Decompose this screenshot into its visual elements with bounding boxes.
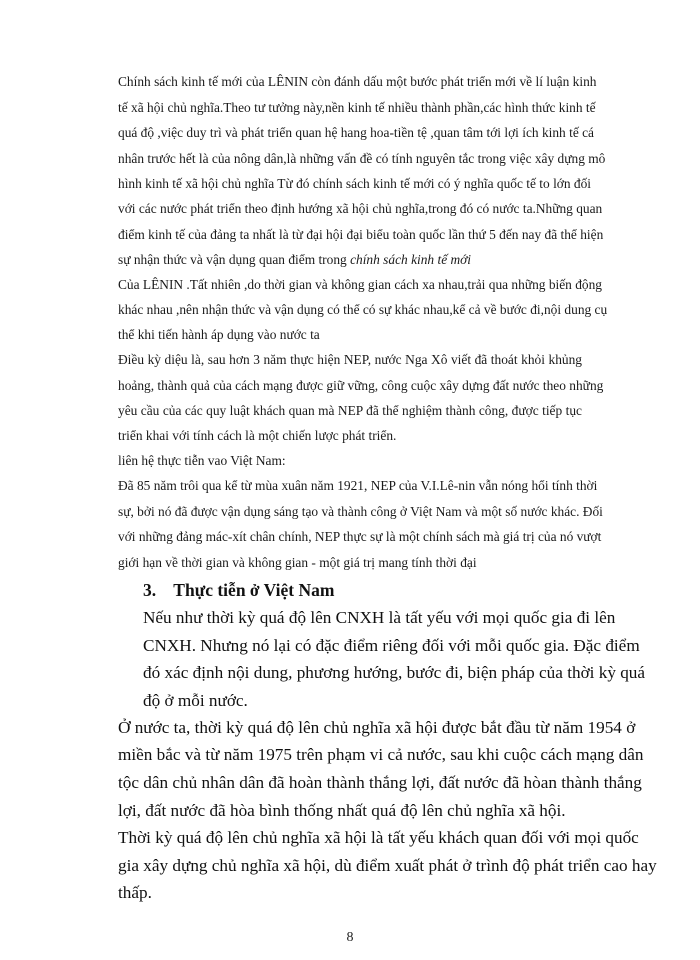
section-heading: 3. Thực tiễn ở Việt Nam xyxy=(143,580,335,600)
paragraph-line: khác nhau ,nên nhận thức và vận dụng có thể có sự khác nhau,kể cả về bước đi,nội dung cụ xyxy=(118,302,608,317)
paragraph-line: tế xã hội chủ nghĩa.Theo tư tưởng này,nền kinh tế nhiều thành phần,các hình thức kinh tế xyxy=(118,100,596,115)
paragraph-line: Nếu như thời kỳ quá độ lên CNXH là tất yếu với mọi quốc gia đi lên xyxy=(143,608,616,627)
paragraph-line: hoảng, thành quả của cách mạng được giữ vững, công cuộc xây dựng đất nước theo những xyxy=(118,378,604,393)
page-number: 8 xyxy=(346,930,354,945)
paragraph-line: gia xây dựng chủ nghĩa xã hội, dù điểm xuất phát ở trình độ phát triển cao hay xyxy=(118,856,657,875)
paragraph-line: liên hệ thực tiễn vao Việt Nam: xyxy=(118,453,286,468)
paragraph-line: Điều kỳ diệu là, sau hơn 3 năm thực hiện NEP, nước Nga Xô viết đã thoát khỏi khủng xyxy=(118,352,582,367)
paragraph-line: miền bắc và từ năm 1975 trên phạm vi cả nước, sau khi cuộc cách mạng dân xyxy=(118,745,644,764)
paragraph-line: triển khai với tính cách là một chiến lược phát triển. xyxy=(118,428,397,443)
paragraph-line: tộc dân chủ nhân dân đã hoàn thành thắng lợi, đất nước đã hòan thành thắng xyxy=(118,773,642,792)
paragraph-line: độ ở mỗi nước. xyxy=(143,691,248,710)
paragraph-line: Đã 85 năm trôi qua kể từ mùa xuân năm 1921, NEP của V.I.Lê-nin vẫn nóng hổi tính thời xyxy=(118,478,598,493)
paragraph-line: Chính sách kinh tế mới của LÊNIN còn đánh dấu một bước phát triển mới về lí luận kinh xyxy=(118,74,597,89)
paragraph-line: lợi, đất nước đã hòa bình thống nhất quá độ lên chủ nghĩa xã hội. xyxy=(118,801,566,820)
paragraph-line: điểm kinh tế của đảng ta nhất là từ đại hội đại biểu toàn quốc lần thứ 5 đến nay đã thể hiện xyxy=(118,227,604,242)
paragraph-line: hình kinh tế xã hội chủ nghĩa Từ đó chính sách kinh tế mới có ý nghĩa quốc tế to lớn đối xyxy=(118,176,592,191)
paragraph-text: sự nhận thức và vận dụng quan điểm trong xyxy=(118,252,351,267)
paragraph-line: đó xác định nội dung, phương hướng, bước đi, biện pháp của thời kỳ quá xyxy=(143,663,646,682)
paragraph-line: với các nước phát triển theo định hướng xã hội chủ nghĩa,trong đó có nước ta.Những quan xyxy=(118,201,603,216)
paragraph-line: quá độ ,việc duy trì và phát triển quan hệ hang hoa-tiền tệ ,quan tâm tới lợi ích kinh tế cá xyxy=(118,125,594,140)
paragraph-line: sự, bởi nó đã được vận dụng sáng tạo và thành công ở Việt Nam và một số nước khác. Đối xyxy=(118,504,603,519)
paragraph-line: giới hạn về thời gian và không gian - một giá trị mang tính thời đại xyxy=(118,555,477,570)
italic-phrase: chính sách kinh tế mới xyxy=(350,252,472,267)
paragraph-line xyxy=(118,252,471,268)
paragraph-line: nhân trước hết là của nông dân,là những vấn đề có tính nguyên tắc trong việc xây dựng mô xyxy=(118,151,606,166)
paragraph-line: CNXH. Nhưng nó lại có đặc điểm riêng đối với mỗi quốc gia. Đặc điểm xyxy=(143,636,640,655)
paragraph-line: với những đảng mác-xít chân chính, NEP thực sự là một chính sách mà giá trị của nó vượt xyxy=(118,529,602,544)
paragraph-line: yêu cầu của các quy luật khách quan mà NEP đã thể nghiệm thành công, được tiếp tục xyxy=(118,403,582,418)
paragraph-line: Ở nước ta, thời kỳ quá độ lên chủ nghĩa xã hội được bắt đầu từ năm 1954 ở xyxy=(118,718,636,737)
paragraph-line: Của LÊNIN .Tất nhiên ,do thời gian và không gian cách xa nhau,trải qua những biến động xyxy=(118,277,603,292)
paragraph-line: thể khi tiến hành áp dụng vào nước ta xyxy=(118,327,320,342)
paragraph-line: thấp. xyxy=(118,883,152,902)
paragraph-line: Thời kỳ quá độ lên chủ nghĩa xã hội là tất yếu khách quan đối với mọi quốc xyxy=(118,828,639,847)
